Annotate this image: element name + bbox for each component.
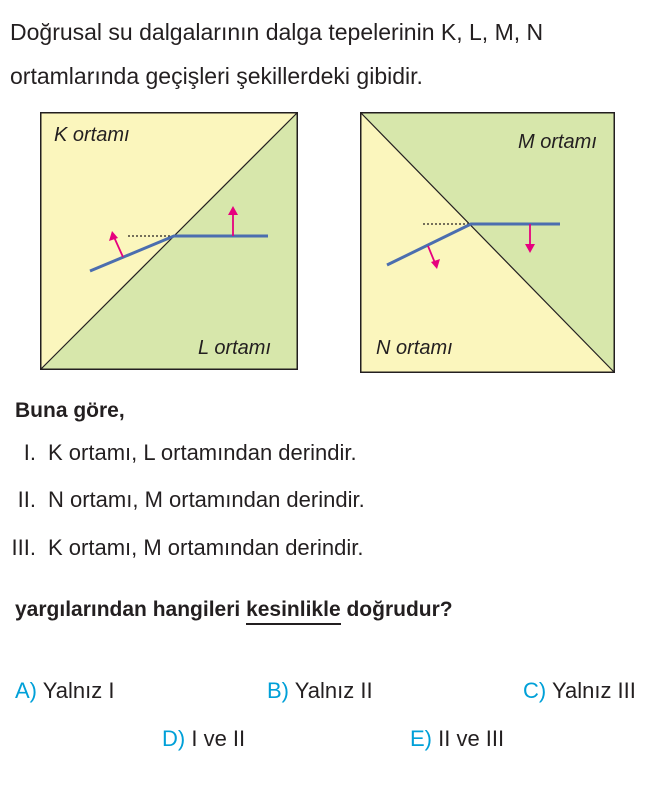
question-underlined: kesinlikle bbox=[246, 598, 341, 625]
question-before: yargılarından hangileri bbox=[15, 598, 247, 621]
intro-line-1: Doğrusal su dalgalarının dalga tepelerinin K, L, M, N bbox=[10, 19, 544, 45]
option-d[interactable] bbox=[162, 726, 245, 752]
option-a[interactable] bbox=[15, 678, 114, 704]
statement-text: K ortamı, M ortamından derindir. bbox=[48, 535, 364, 560]
m-medium-label: M ortamı bbox=[518, 131, 597, 153]
figure-m-n bbox=[360, 112, 615, 373]
statement-number: II. bbox=[17, 487, 36, 512]
question-text bbox=[15, 598, 453, 622]
statement-number: I. bbox=[23, 440, 36, 465]
option-letter: B) bbox=[267, 678, 289, 703]
question-stem: Buna göre, bbox=[15, 399, 125, 422]
figure-k-l bbox=[40, 112, 298, 370]
option-c[interactable] bbox=[523, 678, 636, 704]
option-text: Yalnız III bbox=[551, 678, 636, 703]
option-b[interactable] bbox=[267, 678, 373, 704]
l-medium-label: L ortamı bbox=[198, 337, 271, 359]
option-letter: C) bbox=[523, 678, 547, 703]
statement-text: N ortamı, M ortamından derindir. bbox=[48, 487, 365, 512]
k-medium-label: K ortamı bbox=[54, 124, 130, 146]
option-text: I ve II bbox=[191, 726, 246, 751]
statement-number: III. bbox=[11, 535, 36, 560]
option-text: II ve III bbox=[438, 726, 505, 751]
intro-text bbox=[10, 10, 670, 98]
option-text: Yalnız I bbox=[42, 678, 115, 703]
option-text: Yalnız II bbox=[294, 678, 373, 703]
statement-text: K ortamı, L ortamından derindir. bbox=[48, 440, 357, 465]
option-letter: A) bbox=[15, 678, 37, 703]
option-letter: D) bbox=[162, 726, 186, 751]
question-after: doğrudur? bbox=[340, 598, 453, 621]
option-e[interactable] bbox=[410, 726, 504, 752]
intro-line-2: ortamlarında geçişleri şekillerdeki gibidir. bbox=[10, 63, 423, 89]
n-medium-label: N ortamı bbox=[376, 337, 453, 359]
option-letter: E) bbox=[410, 726, 432, 751]
